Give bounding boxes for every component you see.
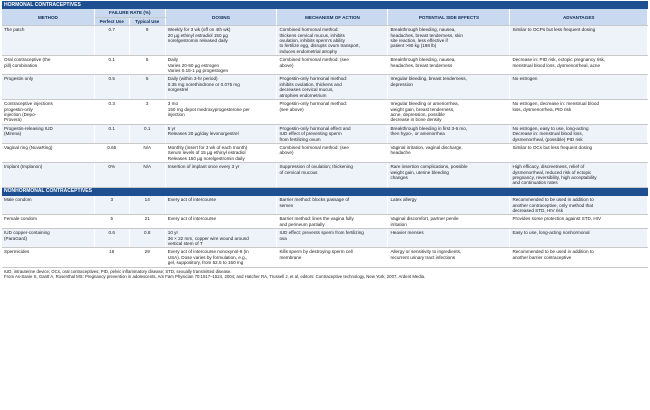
cell-typical-use: 29: [129, 248, 165, 267]
cell-mechanism: [277, 163, 388, 188]
cell-mechanism-line: and perineum partially: [279, 221, 325, 227]
cell-side-effects-line: depression: [390, 81, 413, 87]
cell-mechanism: [277, 248, 388, 267]
cell-typical-use: N/A: [129, 143, 165, 162]
cell-side-effects-line: Breakthrough bleeding, nausea,: [390, 27, 456, 33]
cell-side-effects: [388, 75, 510, 100]
cell-mechanism-line: Combined hormonal method:: [279, 27, 339, 33]
cell-dosing-line: Releases 150 µg norelgestromin daily: [167, 155, 245, 161]
cell-side-effects-line: then hypo-, or amenorrhea: [390, 131, 445, 137]
cell-dosing-line: 36 × 22 mm, copper wire wound around: [167, 235, 249, 241]
cell-dosing: [165, 75, 277, 100]
cell-method-line: Implant (Implanon): [4, 164, 43, 170]
cell-dosing-line: Varies 0.15-1 µg progestogen: [167, 68, 229, 74]
cell-side-effects-line: patient >90 kg (198 lb): [390, 43, 437, 49]
section-header: [2, 1, 648, 9]
cell-side-effects-line: Rare insertion complications, possible: [390, 164, 468, 170]
cell-mechanism-line: Barrier method: lines the vagina fully: [279, 216, 354, 222]
cell-method-line: Progestin-releasing IUD: [4, 125, 53, 131]
cell-method-line: Provera): [4, 117, 22, 123]
cell-typical-use: 5: [129, 56, 165, 75]
contraceptives-table: [2, 1, 648, 268]
cell-dosing-line: 5 yr: [167, 125, 176, 131]
cell-perfect-use: 18: [94, 248, 129, 267]
cell-advantages: [510, 163, 648, 188]
cell-method: [2, 215, 94, 229]
cell-mechanism-line: above): [279, 62, 294, 68]
cell-dosing-line: norelgestromin released daily: [167, 38, 228, 44]
cell-side-effects-line: changes: [390, 174, 408, 180]
cell-method: [2, 124, 94, 143]
cell-mechanism: [277, 215, 388, 229]
cell-side-effects: [388, 26, 510, 56]
cell-method-line: progestin-only: [4, 106, 33, 112]
cell-dosing-line: injection: [167, 111, 185, 117]
cell-mechanism-line: ovulation, inhibits sperm's ability: [279, 38, 345, 44]
cell-mechanism: [277, 229, 388, 248]
table-row: [2, 163, 648, 188]
table-row: [2, 26, 648, 56]
cell-side-effects-line: Vaginal irritation, vaginal discharge,: [390, 144, 463, 150]
header-mechanism: MECHANISM OF ACTION: [277, 9, 388, 25]
cell-advantages-line: Easy to use, long-acting nonhormonal: [512, 230, 590, 236]
cell-dosing-line: Serum levels of 15 µg ethinyl estradiol: [167, 150, 246, 156]
cell-side-effects-line: Breakthrough bleeding in first 3-6 mo,: [390, 125, 468, 131]
cell-side-effects-line: Allergy or sensitivity to ingredients,: [390, 249, 462, 255]
cell-advantages-line: another contraceptive, only method that: [512, 202, 594, 208]
cell-perfect-use: 0.65: [94, 143, 129, 162]
cell-side-effects: [388, 143, 510, 162]
cell-advantages: [510, 229, 648, 248]
cell-dosing-line: Daily (within 3-hr period): [167, 76, 218, 82]
cell-dosing-line: Every act of intercourse: [167, 197, 217, 203]
cell-advantages: [510, 124, 648, 143]
cell-dosing-line: 3 mo: [167, 101, 178, 107]
cell-method-line: Female condom: [4, 216, 37, 222]
table-row: [2, 229, 648, 248]
cell-mechanism-line: ova: [279, 235, 287, 241]
cell-advantages-line: dysmenorrheal, reduced risk of ectopic: [512, 169, 592, 175]
table-row: [2, 75, 648, 100]
cell-dosing: [165, 215, 277, 229]
cell-dosing-line: USA). Dose varies by formulation, e.g.,: [167, 254, 248, 260]
cell-method-line: Male condom: [4, 197, 32, 203]
cell-mechanism-line: thickens cervical mucus, inhibits: [279, 32, 345, 38]
column-header-row: [2, 9, 648, 17]
cell-method-line: (Mirena): [4, 131, 22, 137]
section-title: HORMONAL CONTRACEPTIVES: [2, 1, 648, 9]
cell-method-line: (ParaGard): [4, 235, 27, 241]
cell-advantages-line: No estrogen: [512, 76, 538, 82]
cell-mechanism-line: Barrier method: blocks passage of: [279, 197, 350, 203]
cell-advantages-line: Recommended to be used in addition to: [512, 249, 594, 255]
cell-dosing-line: 0.35 mg norethindrone or 0.075 mg: [167, 81, 240, 87]
footer-source: From As-Sanie S, Gantt A, Rosenthal MS: Pregnancy prevention in adolescents, Am Fam Physician 70:1517–1524, 2004; and Hatcher RA, Trussell J, et al, editors: Contraceptive technology, New York, 2007, Ardent Media.: [4, 274, 426, 280]
cell-dosing-line: Releases 20 µg/day levonorgestrel: [167, 131, 239, 137]
cell-method: [2, 163, 94, 188]
cell-advantages-line: decreased STD, HIV risk: [512, 208, 563, 213]
cell-dosing-line: 20 µg ethinyl estradiol 150 µg: [167, 32, 228, 38]
cell-side-effects-line: weight gain, uterine bleeding: [390, 169, 449, 175]
cell-method-line: Progestin only: [4, 76, 34, 82]
cell-advantages-line: another barrier contraceptive: [512, 254, 572, 260]
cell-perfect-use: 0.7: [94, 26, 129, 56]
cell-typical-use: 3: [129, 100, 165, 125]
cell-typical-use: 5: [129, 75, 165, 100]
table-body: [2, 1, 648, 267]
cell-side-effects-line: recurrent urinary tract infections: [390, 254, 456, 260]
table-row: [2, 196, 648, 215]
header-failure-rate: FAILURE RATE (%): [94, 9, 165, 17]
cell-side-effects: [388, 56, 510, 75]
cell-dosing-line: Every act of intercourse: [167, 216, 217, 222]
cell-method-line: injection (Depo-: [4, 111, 37, 117]
cell-side-effects: [388, 196, 510, 215]
cell-method-line: Vaginal ring (NuvaRing): [4, 144, 53, 150]
cell-perfect-use: 3: [94, 196, 129, 215]
cell-perfect-use: 0.1: [94, 56, 129, 75]
cell-dosing: [165, 124, 277, 143]
cell-mechanism-line: Combined hormonal method: (see: [279, 57, 349, 63]
cell-advantages-line: menstrual blood loss, dysmenorrheal, acne: [512, 62, 601, 68]
cell-side-effects-line: Irregular bleeding, breast tenderness,: [390, 76, 467, 82]
cell-side-effects-line: Breakthrough bleeding, nausea,: [390, 57, 456, 63]
cell-advantages: [510, 248, 648, 267]
cell-perfect-use: 0%: [94, 163, 129, 188]
cell-method: [2, 248, 94, 267]
cell-mechanism-line: membrane: [279, 254, 302, 260]
cell-mechanism: [277, 56, 388, 75]
section-title: NONHORMONAL CONTRACEPTIVES: [2, 187, 648, 196]
header-perfect-use: Perfect Use: [94, 17, 129, 25]
cell-method-line: The patch: [4, 27, 25, 33]
cell-advantages-line: Decrease in: PID risk, ectopic pregnancy risk,: [512, 57, 606, 63]
cell-dosing-line: 10 yr: [167, 230, 178, 236]
cell-typical-use: 21: [129, 215, 165, 229]
cell-advantages: [510, 26, 648, 56]
cell-advantages-line: Provides some protection against STD, HIV: [512, 216, 602, 222]
cell-advantages-line: Similar to OCs but less frequent dosing: [512, 144, 593, 150]
cell-perfect-use: 0.3: [94, 100, 129, 125]
cell-advantages-line: Decrease in: menstrual blood loss,: [512, 131, 583, 137]
cell-mechanism-line: to fertilize egg, disrupts ovum transport,: [279, 43, 360, 49]
cell-advantages: [510, 215, 648, 229]
cell-dosing-line: norgestrel: [167, 87, 189, 93]
cell-side-effects-line: acne, depression, possible: [390, 111, 445, 117]
cell-side-effects-line: Vaginal discomfort, partner penile: [390, 216, 459, 222]
cell-mechanism-line: above): [279, 150, 294, 156]
cell-side-effects-line: weight gain, breast tenderness,: [390, 106, 455, 112]
cell-dosing: [165, 100, 277, 125]
cell-dosing: [165, 248, 277, 267]
cell-method: [2, 75, 94, 100]
cell-method: [2, 56, 94, 75]
header-typical-use: Typical Use: [129, 17, 165, 25]
cell-method: [2, 196, 94, 215]
cell-side-effects: [388, 100, 510, 125]
cell-advantages: [510, 75, 648, 100]
cell-side-effects: [388, 163, 510, 188]
cell-advantages: [510, 56, 648, 75]
cell-advantages: [510, 100, 648, 125]
cell-method-line: Spermicides: [4, 249, 30, 255]
cell-mechanism-line: semen: [279, 202, 294, 208]
cell-method: [2, 143, 94, 162]
cell-method-line: Oral contraceptive (the: [4, 57, 51, 63]
cell-side-effects-line: headaches, breast tenderness: [390, 62, 453, 68]
header-method: METHOD: [2, 9, 94, 25]
table-footer: [2, 268, 648, 280]
cell-method: [2, 100, 94, 125]
cell-side-effects: [388, 215, 510, 229]
cell-advantages-line: Recommended to be used in addition to: [512, 197, 594, 203]
cell-perfect-use: 5: [94, 215, 129, 229]
cell-dosing-line: Insertion of implant once every 3 yr: [167, 164, 240, 170]
cell-method-line: IUD copper-containing: [4, 230, 50, 236]
table-row: [2, 143, 648, 162]
cell-typical-use: 0.8: [129, 229, 165, 248]
cell-side-effects-line: site reaction, less effective if: [390, 38, 448, 44]
cell-advantages-line: No estrogen, easy to use, long-acting: [512, 125, 589, 131]
cell-advantages-line: dysmenorrheal, (possible) PID risk: [512, 136, 583, 142]
cell-advantages: [510, 143, 648, 162]
header-dosing: DOSING: [165, 9, 277, 25]
cell-mechanism-line: IUD effect of preventing sperm: [279, 131, 342, 137]
cell-advantages-line: pregnancy, reversibility, high acceptability: [512, 174, 597, 180]
cell-dosing: [165, 56, 277, 75]
cell-advantages: [510, 196, 648, 215]
cell-side-effects: [388, 229, 510, 248]
cell-advantages-line: No estrogen, decrease in: menstrual blood: [512, 101, 600, 107]
cell-advantages-line: High efficacy, discreetness, relief of: [512, 164, 585, 170]
cell-mechanism: [277, 143, 388, 162]
footer-abbreviations: IUD, intrauterine device; OCs, oral contraceptives; PID, pelvic inflammatory disease; STD, sexually transmitted disease.: [4, 268, 232, 274]
cell-method: [2, 26, 94, 56]
cell-typical-use: 0.1: [129, 124, 165, 143]
cell-dosing: [165, 196, 277, 215]
cell-mechanism-line: (see above): [279, 106, 304, 112]
cell-typical-use: 14: [129, 196, 165, 215]
cell-side-effects-line: Irregular bleeding or amenorrhea,: [390, 101, 459, 107]
cell-side-effects: [388, 248, 510, 267]
cell-side-effects-line: Latex allergy: [390, 197, 417, 203]
cell-dosing: [165, 163, 277, 188]
cell-mechanism-line: of cervical mucous: [279, 169, 318, 175]
cell-mechanism: [277, 100, 388, 125]
cell-side-effects: [388, 124, 510, 143]
cell-mechanism-line: decreases cervical mucus,: [279, 87, 334, 93]
cell-mechanism-line: IUD effect: prevents sperm from fertilizing: [279, 230, 364, 236]
table-row: [2, 124, 648, 143]
cell-dosing-line: Every act of intercourse nonoxynol-9 (in: [167, 249, 249, 255]
section-header: [2, 187, 648, 196]
cell-dosing-line: Varies 20-50 µg estrogen: [167, 62, 220, 68]
table-row: [2, 56, 648, 75]
cell-mechanism-line: atrophies endometrium: [279, 92, 327, 98]
cell-dosing-line: Weekly for 3 wk (off on 4th wk): [167, 27, 231, 33]
cell-perfect-use: 0.1: [94, 124, 129, 143]
cell-advantages-line: Similar to OCPs but less frequent dosing: [512, 27, 596, 33]
cell-dosing-line: gel, suppository, from 52.5 to 150 mg: [167, 260, 244, 266]
cell-mechanism-line: from fertilizing ovum: [279, 136, 321, 142]
cell-mechanism: [277, 26, 388, 56]
cell-mechanism-line: Progestin-only hormonal effect and: [279, 125, 351, 131]
cell-mechanism: [277, 196, 388, 215]
cell-side-effects-line: irritation: [390, 221, 407, 227]
table-row: [2, 100, 648, 125]
cell-dosing-line: Daily: [167, 57, 178, 63]
cell-mechanism-line: Progestin-only hormonal method:: [279, 76, 348, 82]
cell-mechanism-line: Kills sperm by destroying sperm cell: [279, 249, 353, 255]
cell-mechanism: [277, 124, 388, 143]
cell-mechanism-line: Suppression of ovulation; thickening: [279, 164, 353, 170]
cell-dosing: [165, 229, 277, 248]
cell-dosing-line: Monthly (insert for 3 wk of each month): [167, 144, 248, 150]
table-row: [2, 248, 648, 267]
cell-side-effects-line: headache: [390, 150, 411, 156]
cell-side-effects-line: Heavier menses: [390, 230, 424, 236]
cell-mechanism-line: inhibits ovulation, thickens and: [279, 81, 342, 87]
cell-side-effects-line: headaches, breast tenderness, skin: [390, 32, 463, 38]
cell-method-line: pill) combination: [4, 62, 38, 68]
cell-mechanism-line: Combined hormonal method: (see: [279, 144, 349, 150]
cell-advantages-line: loss, dysmenorrhea, PID risk: [512, 106, 572, 112]
cell-advantages-line: and continuation rates: [512, 180, 558, 186]
cell-typical-use: 9: [129, 26, 165, 56]
table-row: [2, 215, 648, 229]
cell-mechanism-line: induces endometrial atrophy: [279, 48, 338, 54]
cell-method-line: Contraceptive injections: [4, 101, 53, 107]
cell-perfect-use: 0.6: [94, 229, 129, 248]
cell-side-effects-line: decrease in bone density: [390, 117, 442, 123]
cell-dosing: [165, 26, 277, 56]
cell-typical-use: N/A: [129, 163, 165, 188]
header-advantages: ADVANTAGES: [510, 9, 648, 25]
cell-method: [2, 229, 94, 248]
cell-dosing: [165, 143, 277, 162]
cell-mechanism-line: Progestin-only hormonal method:: [279, 101, 348, 107]
cell-dosing-line: vertical stem of T: [167, 241, 203, 247]
cell-perfect-use: 0.5: [94, 75, 129, 100]
cell-dosing-line: 150 mg depot medroxyprogesterone per: [167, 106, 250, 112]
cell-mechanism: [277, 75, 388, 100]
header-side-effects: POTENTIAL SIDE EFFECTS: [388, 9, 510, 25]
